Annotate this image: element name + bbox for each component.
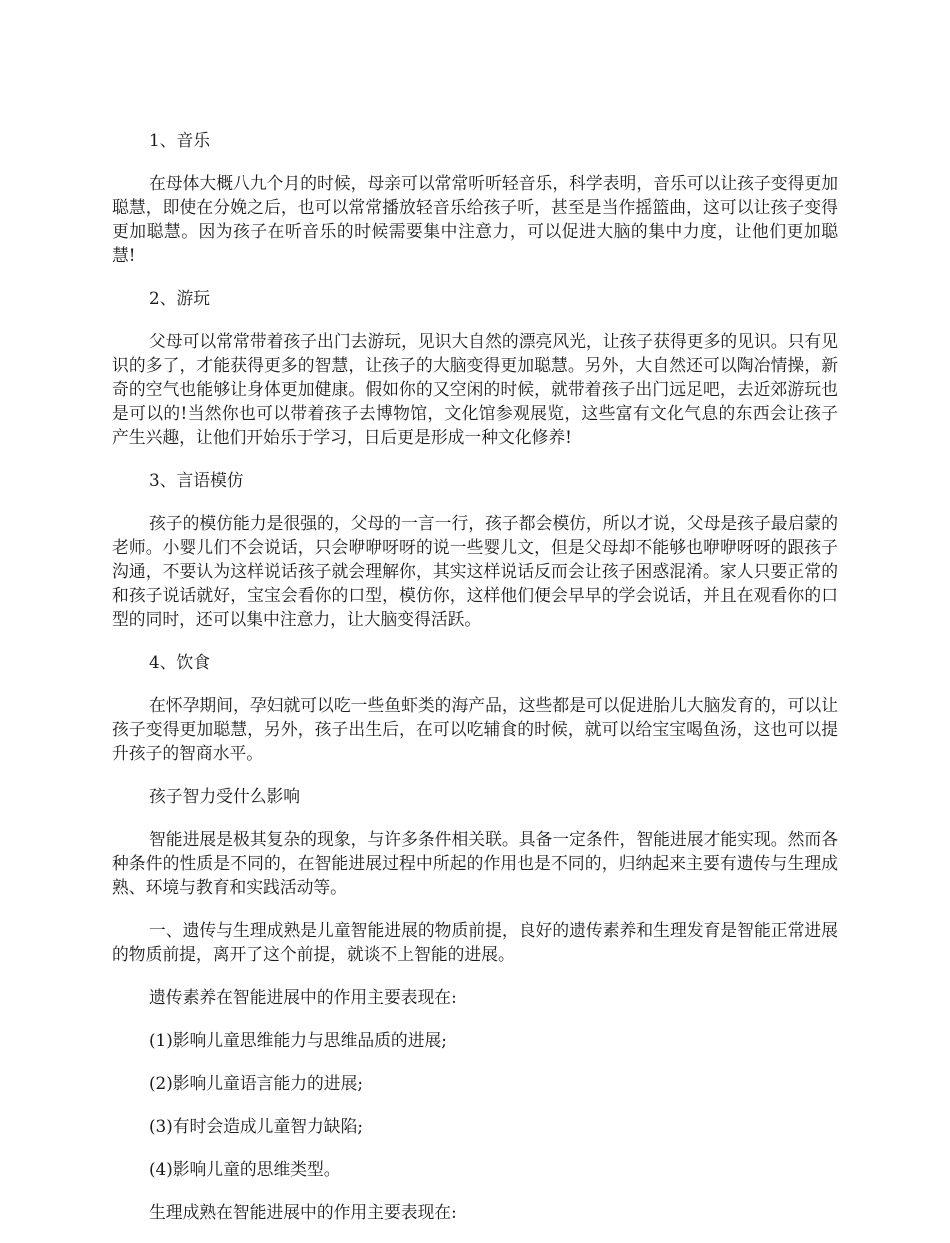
paragraph-diet: 在怀孕期间，孕妇就可以吃一些鱼虾类的海产品，这些都是可以促进胎儿大脑发育的，可以让孩子变得更加聪慧，另外，孩子出生后，在可以吃辅食的时候，就可以给宝宝喝鱼汤，这也可以提升孩子的智商水平。 [112, 695, 838, 763]
list-item-4: (4)影响儿童的思维类型。 [149, 1159, 341, 1179]
section-heading-influence: 孩子智力受什么影响 [149, 786, 301, 806]
list-item-1: (1)影响儿童思维能力与思维品质的进展; [149, 1030, 447, 1050]
section-heading-travel: 2、游玩 [149, 288, 211, 308]
list-item-3: (3)有时会造成儿童智力缺陷; [149, 1116, 364, 1136]
paragraph-travel: 父母可以常常带着孩子出门去游玩，见识大自然的漂亮风光，让孩子获得更多的见识。只有见识的多了，才能获得更多的智慧，让孩子的大脑变得更加聪慧。另外，大自然还可以陶冶情操，新奇的空气也能够让身体更加健康。假如你的又空闲的时候，就带着孩子出门远足吧，去近郊游玩也是可以的!当然你也可以带着孩子去博物馆，文化馆参观展览，这些富有文化气息的东西会让孩子产生兴趣，让他们开始乐于学习，日后更是形成一种文化修养! [112, 331, 838, 447]
section-heading-diet: 4、饮食 [149, 652, 211, 672]
list-item-2: (2)影响儿童语言能力的进展; [149, 1073, 364, 1093]
paragraph-music: 在母体大概八九个月的时候，母亲可以常常听听轻音乐，科学表明，音乐可以让孩子变得更加聪慧，即使在分娩之后，也可以常常播放轻音乐给孩子听，甚至是当作摇篮曲，这可以让孩子变得更加聪慧。因为孩子在听音乐的时候需要集中注意力，可以促进大脑的集中力度，让他们更加聪慧! [112, 173, 838, 265]
paragraph-heredity-role: 遗传素养在智能进展中的作用主要表现在: [149, 987, 457, 1007]
paragraph-intelligence-intro: 智能进展是极其复杂的现象，与许多条件相关联。具备一定条件，智能进展才能实现。然而各种条件的性质是不同的，在智能进展过程中所起的作用也是不同的，归纳起来主要有遗传与生理成熟、环境与教育和实践活动等。 [112, 829, 838, 897]
paragraph-heredity: 一、遗传与生理成熟是儿童智能进展的物质前提，良好的遗传素养和生理发育是智能正常进展的物质前提，离开了这个前提，就谈不上智能的进展。 [112, 920, 838, 964]
section-heading-music: 1、音乐 [149, 130, 211, 150]
paragraph-speech: 孩子的模仿能力是很强的，父母的一言一行，孩子都会模仿，所以才说，父母是孩子最启蒙的老师。小婴儿们不会说话，只会咿咿呀呀的说一些婴儿文，但是父母却不能够也咿咿呀呀的跟孩子沟通，不要认为这样说话孩子就会理解你，其实这样说话反而会让孩子困惑混淆。家人只要正常的和孩子说话就好，宝宝会看你的口型，模仿你，这样他们便会早早的学会说话，并且在观看你的口型的同时，还可以集中注意力，让大脑变得活跃。 [112, 513, 838, 629]
document-page [112, 128, 838, 1243]
section-heading-speech: 3、言语模仿 [149, 470, 244, 490]
paragraph-maturation-role: 生理成熟在智能进展中的作用主要表现在: [149, 1202, 457, 1222]
